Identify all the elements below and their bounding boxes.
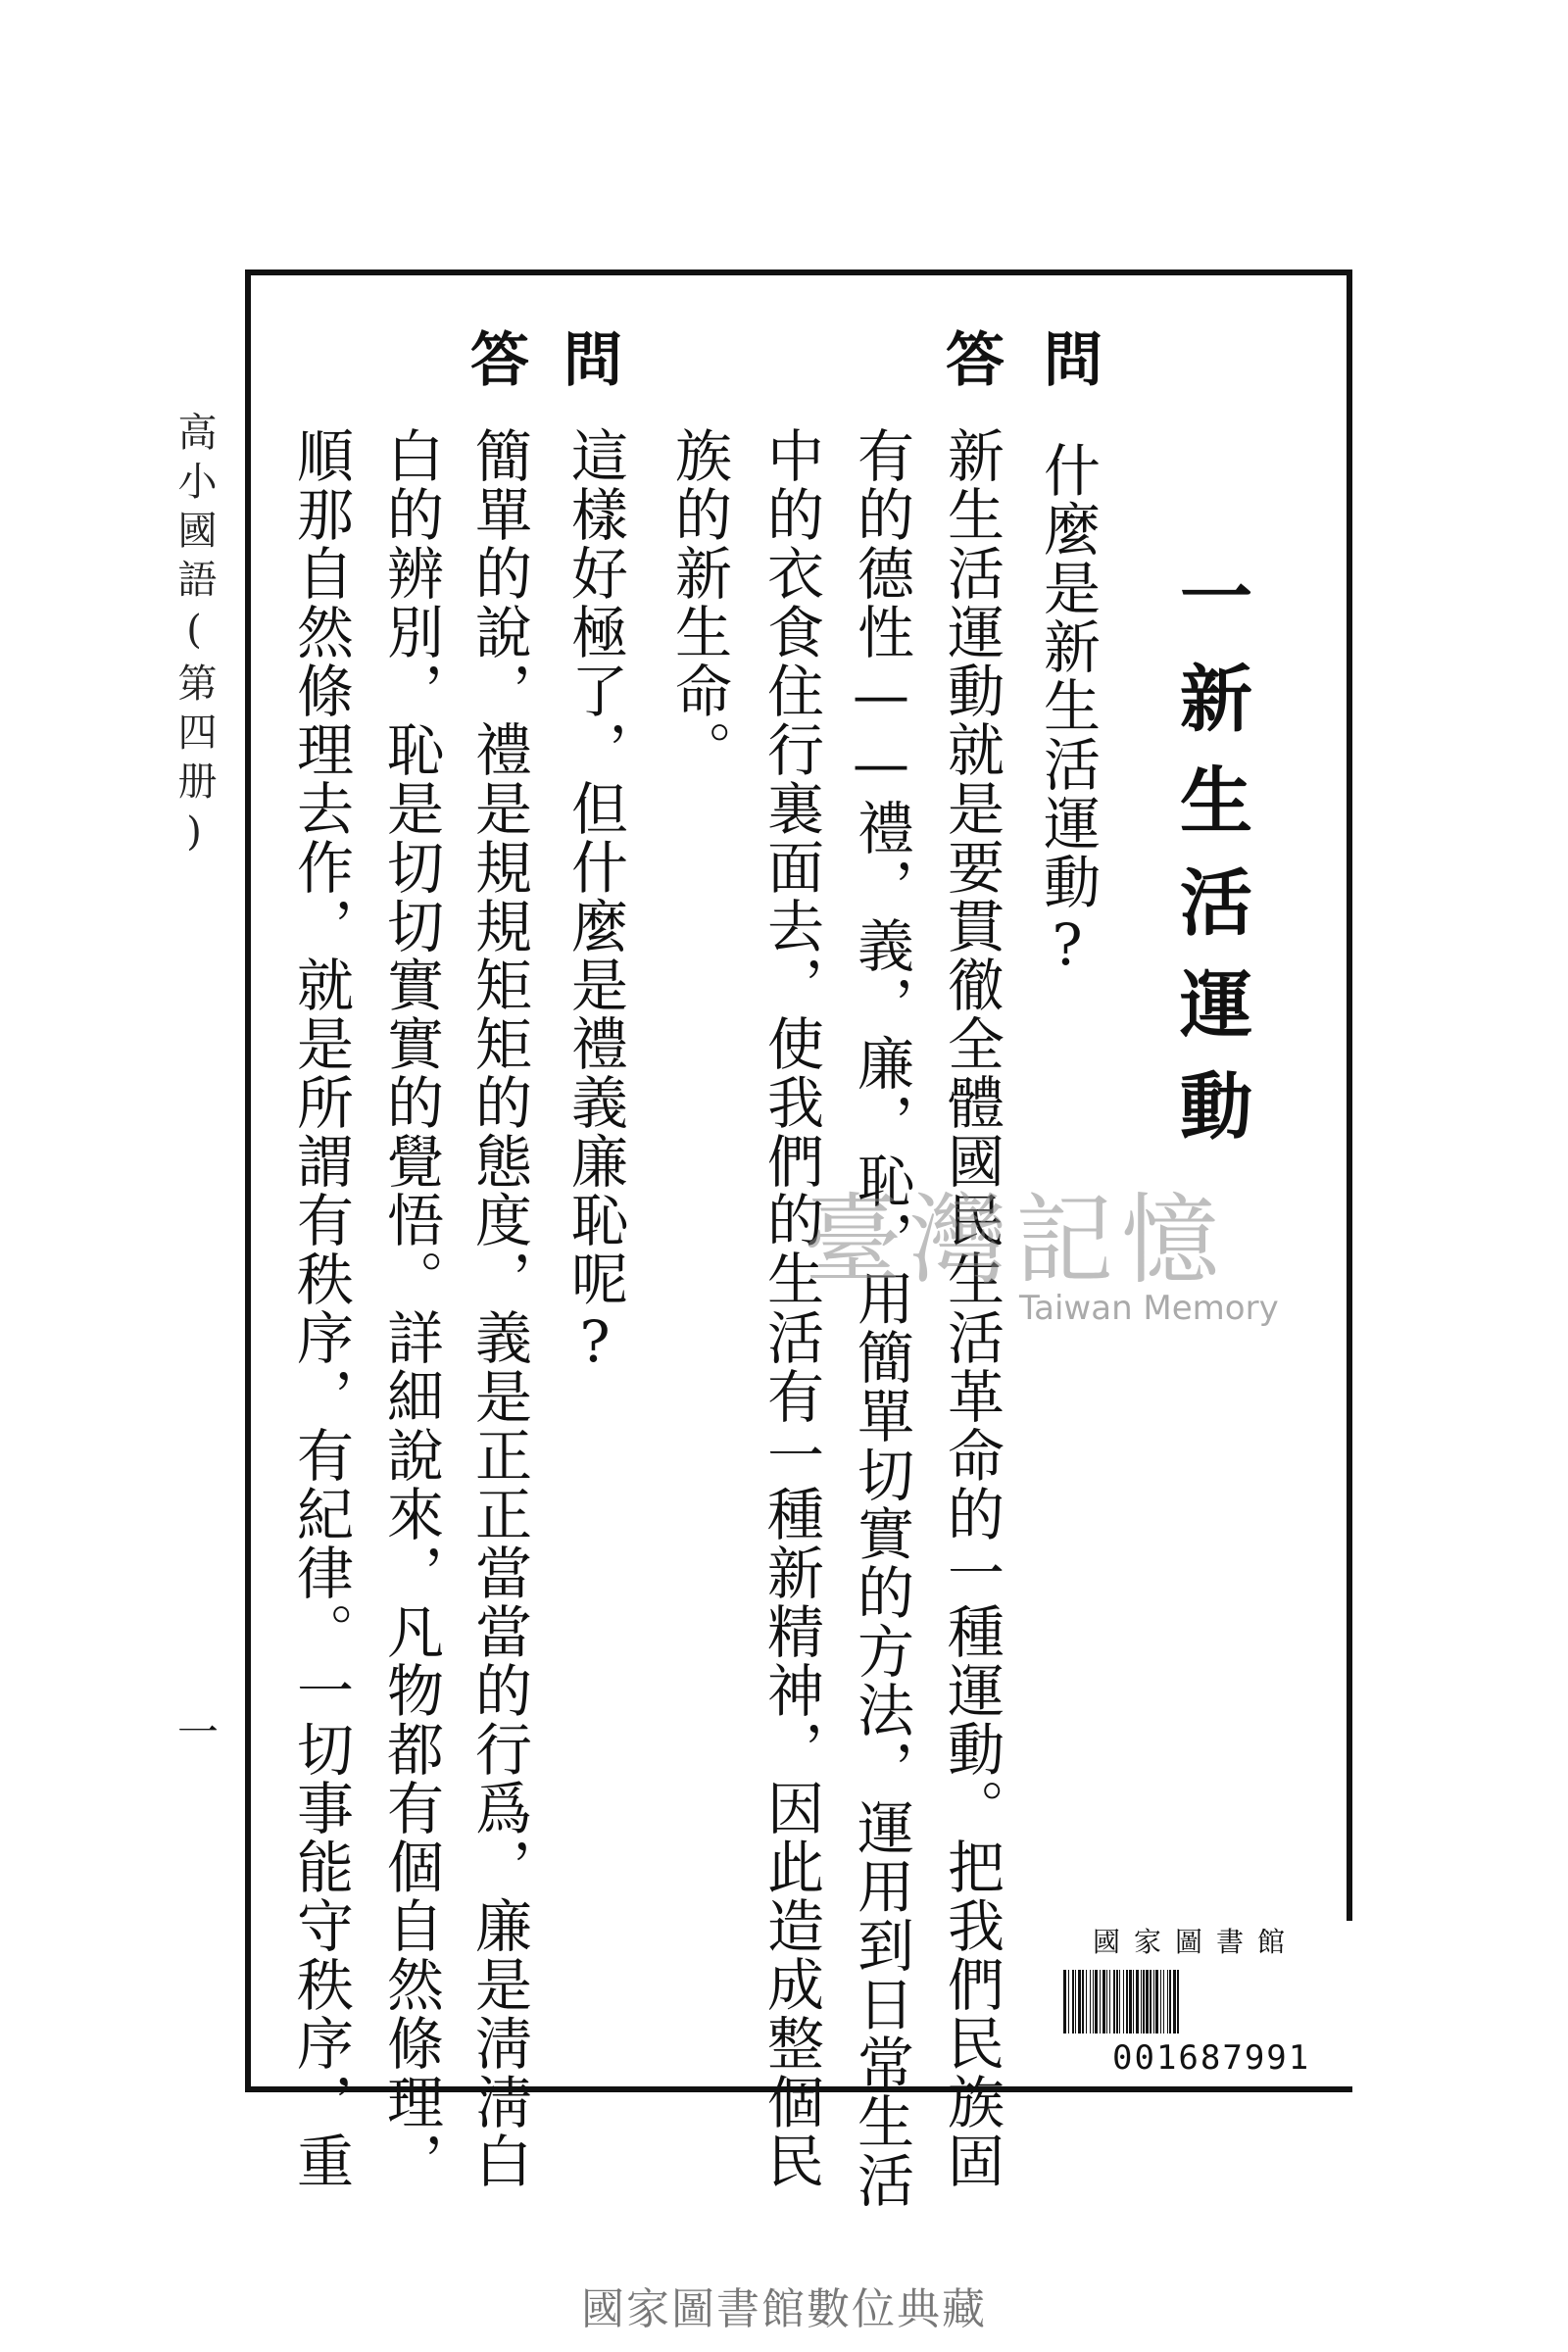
watermark-chinese: 臺灣記憶 (804, 1183, 1227, 1298)
page-number: 一 (172, 1710, 220, 1751)
text-column: 這樣好極了，但什麼是禮義廉恥呢? (562, 426, 628, 1377)
text-column: 白的辨別，恥是切切實實的覺悟。詳細說來，凡物都有個自然條理， (377, 426, 444, 2190)
text-column: 簡單的說，禮是規規矩矩的態度，義是正正當當的行爲，廉是淸淸白 (466, 426, 532, 2190)
library-barcode-stamp (1063, 1921, 1387, 2078)
text-column: 族的新生命。 (665, 426, 732, 779)
watermark-english: Taiwan Memory (1019, 1289, 1279, 1328)
label-answer-1: 答 (936, 328, 1004, 399)
text-column: 新生活運動就是要貫徹全體國民生活革命的一種運動。把我們民族固 (938, 426, 1004, 2190)
footer-caption: 國家圖書館數位典藏 (581, 2284, 987, 2334)
library-name: 國家圖書館 (1093, 1926, 1299, 1958)
taiwan-memory-watermark (804, 1161, 1279, 1338)
label-answer-2: 答 (461, 328, 529, 399)
text-column: 順那自然條理去作，就是所謂有秩序，有紀律。一切事能守秩序，重 (287, 426, 354, 2190)
text-column: 中的衣食住行裏面去，使我們的生活有一種新精神，因此造成整個民 (758, 426, 824, 2190)
label-question-1: 問 (1034, 328, 1102, 399)
barcode-number: 001687991 (1112, 2038, 1311, 2078)
barcode-bar (1179, 1970, 1180, 2034)
barcode (1063, 1970, 1387, 2034)
label-question-2: 問 (554, 328, 622, 399)
text-frame-right-rule (1347, 270, 1352, 1921)
text-column: 有的德性——禮，義，廉，恥，用簡單切實的方法，運用到日常生活 (848, 426, 914, 2210)
text-column: 什麼是新生活運動? (1034, 441, 1101, 980)
running-head: 高小國語(第四册) (172, 412, 217, 864)
lesson-title: 一新生活運動 (1168, 559, 1252, 1170)
